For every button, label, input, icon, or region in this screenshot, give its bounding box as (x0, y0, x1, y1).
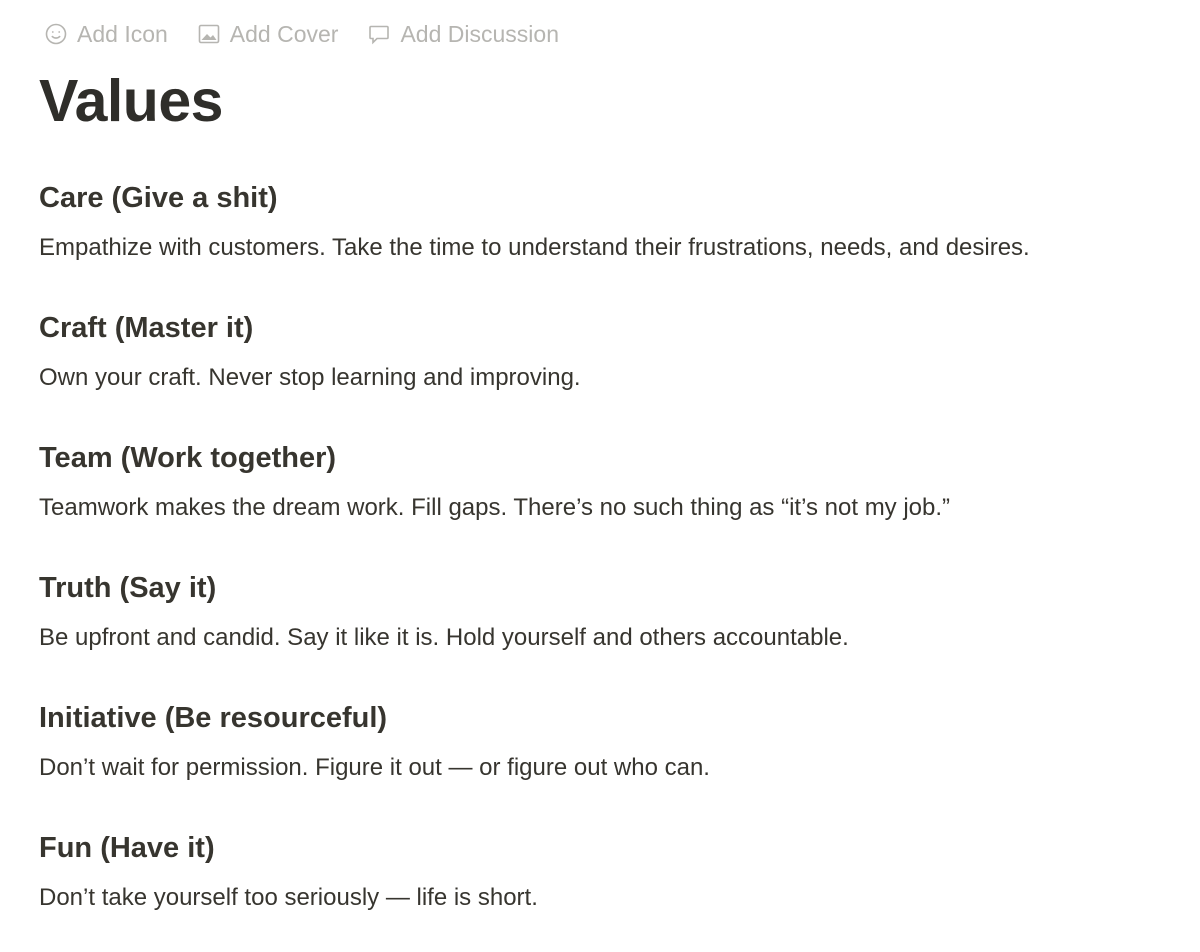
value-block-fun (39, 831, 1189, 952)
add-icon-button[interactable] (44, 21, 168, 48)
value-description[interactable]: Own your craft. Never stop learning and improving. (39, 364, 581, 391)
value-description[interactable]: Be upfront and candid. Say it like it is. Hold yourself and others accountable. (39, 624, 849, 651)
value-heading[interactable]: Care (Give a shit) (39, 182, 278, 214)
value-heading[interactable]: Initiative (Be resourceful) (39, 702, 388, 734)
value-description[interactable]: Don’t take yourself too seriously — life is short. (39, 884, 538, 911)
value-heading[interactable]: Craft (Master it) (39, 312, 254, 344)
value-heading[interactable]: Fun (Have it) (39, 832, 215, 864)
add-cover-label: Add Cover (229, 20, 339, 47)
value-description[interactable]: Teamwork makes the dream work. Fill gaps. There’s no such thing as “it’s not my job.” (39, 494, 951, 521)
value-block-team (39, 441, 1189, 571)
add-discussion-label: Add Discussion (400, 20, 559, 47)
smiley-icon (44, 22, 68, 46)
value-heading[interactable]: Team (Work together) (39, 442, 337, 474)
page-title[interactable]: Values (39, 68, 223, 134)
value-block-truth (39, 571, 1189, 701)
value-block-care (39, 181, 1189, 311)
speech-bubble-icon (367, 22, 391, 46)
value-description[interactable]: Don’t wait for permission. Figure it out — or figure out who can. (39, 754, 710, 781)
image-icon (197, 22, 221, 46)
page-controls (39, 0, 1189, 68)
add-discussion-button[interactable] (367, 21, 559, 48)
value-description[interactable]: Empathize with customers. Take the time to understand their frustrations, needs, and desires. (39, 234, 1030, 261)
add-cover-button[interactable] (197, 21, 339, 48)
value-heading[interactable]: Truth (Say it) (39, 572, 217, 604)
page-content (39, 0, 1189, 952)
value-block-initiative (39, 701, 1189, 831)
add-icon-label: Add Icon (77, 20, 168, 47)
value-block-craft (39, 311, 1189, 441)
